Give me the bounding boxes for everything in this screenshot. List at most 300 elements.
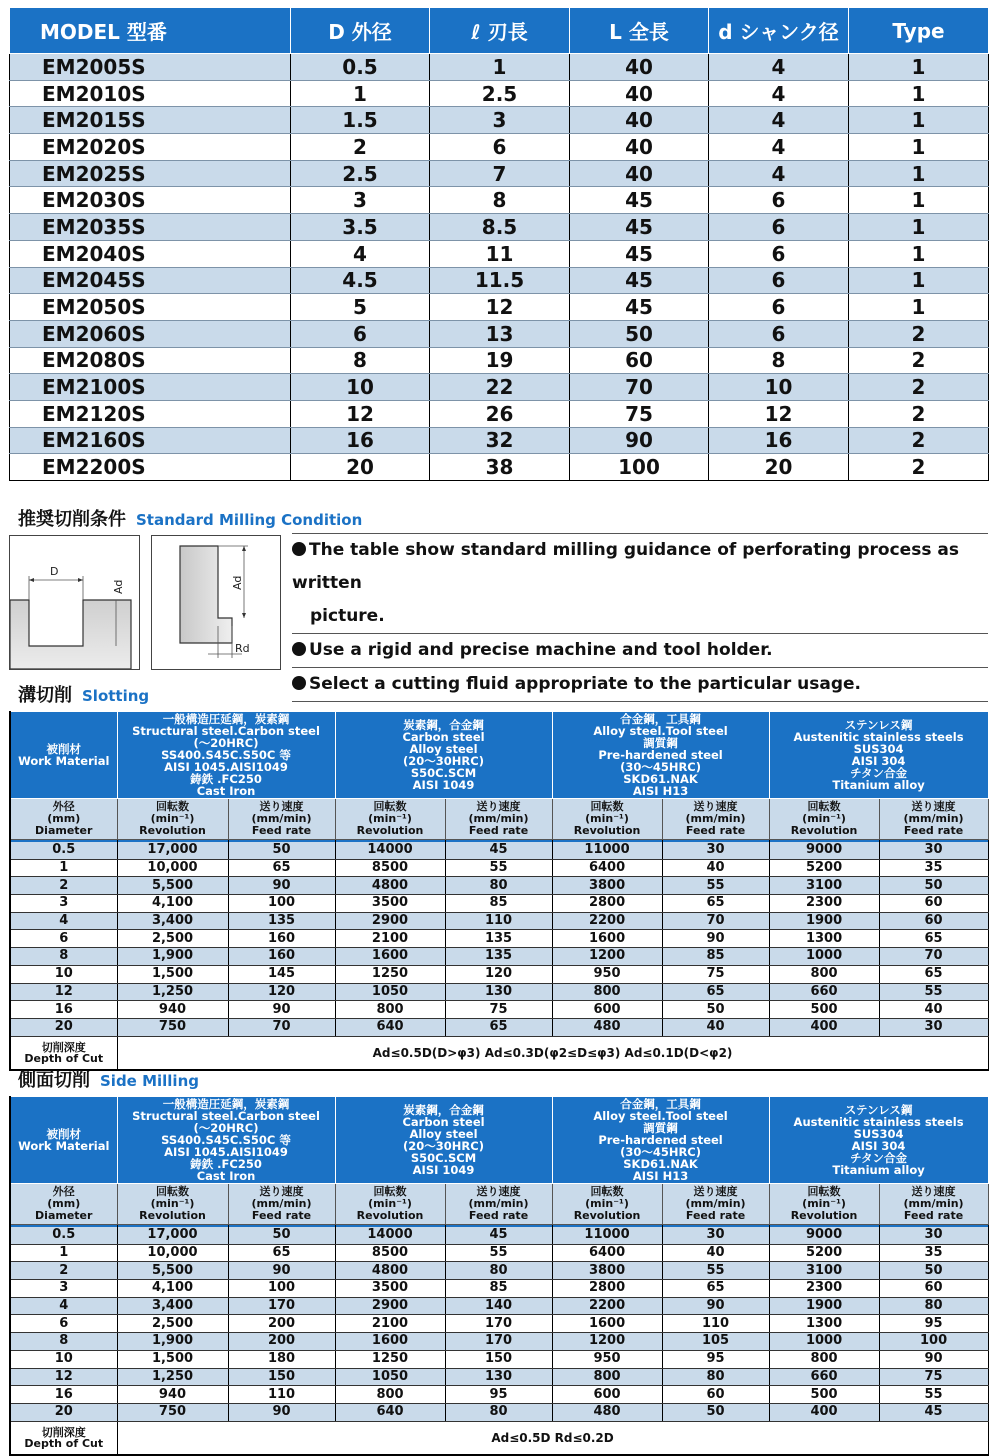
header-line: Alloy steel.Tool steel [593,1109,728,1123]
header-line: Feed rate [903,824,964,837]
condition-cell: 20 [10,1403,117,1421]
header-line: (mm) [47,812,81,825]
condition-cell: 85 [662,948,769,966]
feed-rate-header [662,799,769,840]
condition-cell: 800 [335,1001,445,1019]
model-row [10,160,989,187]
model-cell: 45 [570,187,709,214]
condition-cell: 14000 [335,842,445,859]
condition-cell: 45 [445,1227,552,1244]
condition-cell: 660 [769,1368,879,1386]
condition-cell: 1000 [769,948,879,966]
condition-cell: 660 [769,983,879,1001]
condition-row [10,1227,988,1244]
condition-cell: 8 [10,1333,117,1351]
condition-cell: 65 [662,895,769,913]
condition-cell: 800 [769,1350,879,1368]
condition-row [10,912,988,930]
revolution-header [552,799,662,840]
material-group-2 [335,1097,552,1184]
condition-cell: 2200 [552,912,662,930]
condition-cell: 2100 [335,1315,445,1333]
model-cell: 6 [291,320,430,347]
material-group-4 [769,712,988,799]
depth-of-cut-label [10,1421,117,1455]
condition-cell: 3500 [335,1280,445,1298]
model-cell: 6 [709,320,849,347]
header-line: 回転数 [156,1185,189,1198]
model-cell: 70 [570,374,709,401]
feed-rate-header [879,1184,988,1225]
condition-cell: 4800 [335,1262,445,1280]
header-line: Feed rate [468,824,529,837]
condition-cell: 55 [662,1262,769,1280]
model-cell: 4 [291,240,430,267]
condition-row [10,965,988,983]
condition-cell: 60 [662,1386,769,1404]
revolution-header [769,799,879,840]
header-line: 切削深度 [41,1425,86,1439]
header-line: AISI H13 [632,784,689,798]
model-cell: 4 [709,80,849,107]
model-cell: 6 [709,240,849,267]
condition-cell: 60 [879,895,988,913]
material-group-3 [552,1097,769,1184]
feed-rate-header [445,799,552,840]
header-line: (min⁻¹) [585,1197,629,1210]
model-cell: 1 [849,160,989,187]
condition-row [10,859,988,877]
model-cell: 1 [849,80,989,107]
model-cell: 1 [849,294,989,321]
feed-rate-header [879,799,988,840]
model-row [10,347,989,374]
condition-cell: 120 [228,983,335,1001]
condition-cell: 12 [10,1368,117,1386]
condition-cell: 6400 [552,859,662,877]
model-cell: 26 [430,400,570,427]
condition-cell: 70 [879,948,988,966]
model-row [10,80,989,107]
condition-cell: 11000 [552,1227,662,1244]
model-cell: 6 [430,134,570,161]
header-line: 送り速度 [259,1185,304,1198]
model-cell: 4 [709,107,849,134]
condition-cell: 80 [662,1368,769,1386]
model-cell: 1 [849,240,989,267]
model-cell: 60 [570,347,709,374]
condition-row [10,1368,988,1386]
model-cell: EM2020S [10,134,291,161]
model-cell: EM2010S [10,80,291,107]
model-cell: 3.5 [291,214,430,241]
condition-row [10,1262,988,1280]
condition-cell: 0.5 [10,842,117,859]
condition-cell: 65 [662,1280,769,1298]
condition-cell: 6 [10,1315,117,1333]
condition-cell: 11000 [552,842,662,859]
model-cell: 8 [709,347,849,374]
condition-cell: 50 [879,877,988,895]
header-line: Feed rate [685,824,746,837]
condition-cell: 1 [10,1244,117,1262]
header-line: Depth of Cut [24,1436,104,1450]
model-cell: 45 [570,267,709,294]
condition-cell: 1200 [552,1333,662,1351]
condition-cell: 80 [879,1297,988,1315]
condition-cell: 65 [445,1018,552,1036]
model-cell: EM2005S [10,54,291,81]
condition-cell: 60 [879,912,988,930]
side-milling-table [9,1096,989,1456]
header-line: SUS304 [853,742,904,756]
condition-cell: 100 [228,1280,335,1298]
condition-cell: 1900 [769,912,879,930]
condition-cell: 80 [445,877,552,895]
model-cell: 1 [849,54,989,81]
condition-cell: 1050 [335,1368,445,1386]
condition-cell: 145 [228,965,335,983]
header-line: AISI 304 [851,754,906,768]
header-line: 被削材 [46,1127,81,1141]
condition-cell: 45 [445,842,552,859]
header-line: Pre-hardened steel [598,1133,723,1147]
work-material-label [10,712,117,799]
model-cell: EM2030S [10,187,291,214]
header-line: AISI 1049 [412,1163,475,1177]
header-line: AISI 304 [851,1139,906,1153]
condition-cell: 50 [662,1001,769,1019]
condition-cell: 4800 [335,877,445,895]
model-cell: 100 [570,454,709,481]
condition-cell: 30 [662,842,769,859]
material-group-2 [335,712,552,799]
condition-cell: 130 [445,1368,552,1386]
model-cell: 4.5 [291,267,430,294]
header-line: S50C.SCM [410,766,477,780]
condition-cell: 2800 [552,895,662,913]
condition-cell: 800 [552,983,662,1001]
section-title-en: Standard Milling Condition [136,511,363,529]
condition-cell: 65 [879,965,988,983]
condition-cell: 160 [228,930,335,948]
model-cell: 1 [849,214,989,241]
condition-cell: 200 [228,1333,335,1351]
header-line: 送り速度 [693,800,738,813]
condition-cell: 5,500 [117,877,228,895]
material-group-3 [552,712,769,799]
header-line: 合金鋼，工具鋼 [620,1097,701,1111]
header-line: 切削深度 [41,1040,86,1054]
model-cell: 32 [430,427,570,454]
header-line: ステンレス鋼 [844,1103,913,1117]
side-milling-diagram [151,535,281,670]
condition-cell: 85 [445,895,552,913]
model-cell: EM2160S [10,427,291,454]
condition-cell: 120 [445,965,552,983]
model-cell: 45 [570,294,709,321]
model-cell: 20 [709,454,849,481]
header-line: Structural steel.Carbon steel [132,1109,320,1123]
diagram2-ad-label: Ad [231,575,244,590]
condition-cell: 1,500 [117,965,228,983]
slotting-diagram [9,535,140,670]
condition-cell: 2 [10,877,117,895]
condition-cell: 4,100 [117,895,228,913]
header-line: Feed rate [468,1209,529,1222]
condition-cell: 17,000 [117,842,228,859]
header-line: Revolution [790,1209,858,1222]
condition-cell: 160 [228,948,335,966]
model-cell: 1 [849,267,989,294]
model-row [10,54,989,81]
revolution-header [335,1184,445,1225]
slotting-table [9,711,989,1071]
model-cell: 19 [430,347,570,374]
model-table-header [10,8,989,54]
header-line: (min⁻¹) [368,1197,412,1210]
condition-cell: 14000 [335,1227,445,1244]
condition-cell: 750 [117,1018,228,1036]
condition-cell: 1,900 [117,948,228,966]
model-cell: 10 [709,374,849,401]
condition-cell: 1600 [552,1315,662,1333]
condition-cell: 1 [10,859,117,877]
condition-cell: 30 [879,1018,988,1036]
header-line: (min⁻¹) [368,812,412,825]
header-line: SKD61.NAK [623,772,698,786]
header-line: 回転数 [373,800,407,813]
condition-cell: 50 [879,1262,988,1280]
model-cell: 1 [430,54,570,81]
condition-cell: 10,000 [117,1244,228,1262]
condition-cell: 35 [879,1244,988,1262]
condition-cell: 30 [879,1227,988,1244]
condition-cell: 5,500 [117,1262,228,1280]
model-cell: 2.5 [291,160,430,187]
condition-cell: 940 [117,1386,228,1404]
condition-cell: 4,100 [117,1280,228,1298]
condition-cell: 17,000 [117,1227,228,1244]
condition-cell: 750 [117,1403,228,1421]
condition-cell: 500 [769,1386,879,1404]
section-title-en: Slotting [82,687,150,705]
note-1: The table show standard milling guidance of perforating process as written [292,540,959,593]
header-line: AISI 1049 [412,778,475,792]
condition-cell: 75 [445,1001,552,1019]
condition-cell: 2,500 [117,930,228,948]
header-line: Feed rate [251,1209,312,1222]
depth-of-cut-value: Ad≤0.5D(D>φ3) Ad≤0.3D(φ2≤D≤φ3) Ad≤0.1D(D<φ2) [117,1036,988,1070]
condition-cell: 40 [662,1018,769,1036]
bullet-icon [292,542,306,556]
condition-cell: 1600 [335,948,445,966]
col-shank-diameter: d シャンク径 [709,8,849,54]
header-line: (20～30HRC) [403,1139,484,1153]
condition-row [10,1018,988,1036]
depth-of-cut-value: Ad≤0.5D Rd≤0.2D [117,1421,988,1455]
model-cell: 6 [709,267,849,294]
condition-cell: 1200 [552,948,662,966]
header-line: 炭素鋼，合金鋼 [403,718,484,732]
header-line: Alloy steel [409,742,478,756]
model-row [10,427,989,454]
header-line: (min⁻¹) [802,812,846,825]
condition-cell: 500 [769,1001,879,1019]
condition-cell: 480 [552,1018,662,1036]
condition-cell: 135 [445,948,552,966]
condition-cell: 170 [445,1333,552,1351]
condition-cell: 3800 [552,877,662,895]
condition-cell: 9000 [769,1227,879,1244]
model-row [10,187,989,214]
condition-cell: 35 [879,859,988,877]
model-row [10,294,989,321]
condition-cell: 170 [445,1315,552,1333]
model-row [10,134,989,161]
condition-cell: 65 [879,930,988,948]
header-line: AISI 1045.AISI1049 [164,760,288,774]
model-row [10,374,989,401]
condition-cell: 600 [552,1386,662,1404]
header-line: 調質鋼 [643,736,678,750]
header-line: Revolution [790,824,858,837]
diagram2-rd-label: Rd [235,642,250,655]
condition-cell: 1250 [335,965,445,983]
condition-row [10,895,988,913]
condition-cell: 8 [10,948,117,966]
model-row [10,320,989,347]
model-cell: 16 [291,427,430,454]
model-cell: 6 [709,187,849,214]
material-group-4 [769,1097,988,1184]
header-line: (～20HRC) [193,736,259,750]
condition-cell: 75 [879,1368,988,1386]
condition-cell: 8500 [335,859,445,877]
header-line: Pre-hardened steel [598,748,723,762]
header-line: 一般構造圧延鋼，炭素鋼 [162,712,290,726]
header-line: チタン合金 [850,1151,908,1165]
header-line: SS400.S45C.S50C 等 [161,1133,291,1147]
condition-cell: 90 [662,930,769,948]
header-line: (mm/min) [903,812,964,825]
header-line: (30～45HRC) [620,760,702,774]
condition-cell: 2,500 [117,1315,228,1333]
condition-row [10,1280,988,1298]
model-cell: 2 [291,134,430,161]
condition-cell: 3500 [335,895,445,913]
header-line: Alloy steel.Tool steel [593,724,728,738]
model-cell: EM2025S [10,160,291,187]
model-row [10,240,989,267]
header-line: 回転数 [590,1185,624,1198]
model-cell: EM2100S [10,374,291,401]
model-cell: 8 [430,187,570,214]
header-line: (30～45HRC) [620,1145,702,1159]
model-cell: 1 [291,80,430,107]
condition-cell: 600 [552,1001,662,1019]
condition-cell: 9000 [769,842,879,859]
feed-rate-header [445,1184,552,1225]
header-line: (min⁻¹) [802,1197,846,1210]
header-line: Structural steel.Carbon steel [132,724,320,738]
col-flute-length: ℓ 刃長 [430,8,570,54]
depth-of-cut-row [10,1421,988,1455]
model-cell: EM2045S [10,267,291,294]
condition-cell: 2300 [769,895,879,913]
model-cell: 45 [570,240,709,267]
model-cell: 4 [709,54,849,81]
header-line: チタン合金 [850,766,908,780]
condition-cell: 16 [10,1001,117,1019]
revolution-header [769,1184,879,1225]
model-cell: 38 [430,454,570,481]
condition-cell: 40 [879,1001,988,1019]
model-cell: 11 [430,240,570,267]
header-line: (mm/min) [251,812,312,825]
model-cell: EM2035S [10,214,291,241]
model-row [10,107,989,134]
condition-row [10,1244,988,1262]
condition-cell: 110 [228,1386,335,1404]
note-2: Use a rigid and precise machine and tool holder. [292,634,988,668]
milling-notes [292,533,988,702]
condition-cell: 2100 [335,930,445,948]
condition-cell: 0.5 [10,1227,117,1244]
diameter-header [10,799,117,840]
model-cell: EM2050S [10,294,291,321]
diagram-ad-label: Ad [112,579,125,594]
model-cell: 6 [709,214,849,241]
condition-cell: 95 [662,1350,769,1368]
header-line: 送り速度 [911,1185,956,1198]
depth-of-cut-label [10,1036,117,1070]
header-line: AISI 1045.AISI1049 [164,1145,288,1159]
model-cell: EM2200S [10,454,291,481]
model-cell: 2.5 [430,80,570,107]
condition-cell: 1600 [552,930,662,948]
model-cell: EM2120S [10,400,291,427]
model-cell: 22 [430,374,570,401]
model-cell: 1 [849,134,989,161]
condition-cell: 400 [769,1018,879,1036]
model-cell: 40 [570,134,709,161]
condition-cell: 1,500 [117,1350,228,1368]
condition-cell: 65 [662,983,769,1001]
model-cell: 2 [849,400,989,427]
header-line: 回転数 [156,800,189,813]
header-line: Depth of Cut [24,1051,104,1065]
model-cell: 7 [430,160,570,187]
unit-header-row [10,799,988,840]
section-title-jp: 推奨切削条件 [18,509,126,530]
condition-cell: 3,400 [117,912,228,930]
condition-row [10,1333,988,1351]
condition-cell: 65 [228,859,335,877]
header-line: (mm) [47,1197,81,1210]
revolution-header [335,799,445,840]
condition-cell: 3 [10,1280,117,1298]
condition-cell: 8500 [335,1244,445,1262]
header-line: (mm/min) [685,812,746,825]
condition-row [10,1350,988,1368]
condition-cell: 40 [662,1244,769,1262]
condition-row [10,1297,988,1315]
condition-cell: 95 [445,1386,552,1404]
model-cell: 40 [570,54,709,81]
work-material-label [10,1097,117,1184]
model-cell: 4 [709,160,849,187]
